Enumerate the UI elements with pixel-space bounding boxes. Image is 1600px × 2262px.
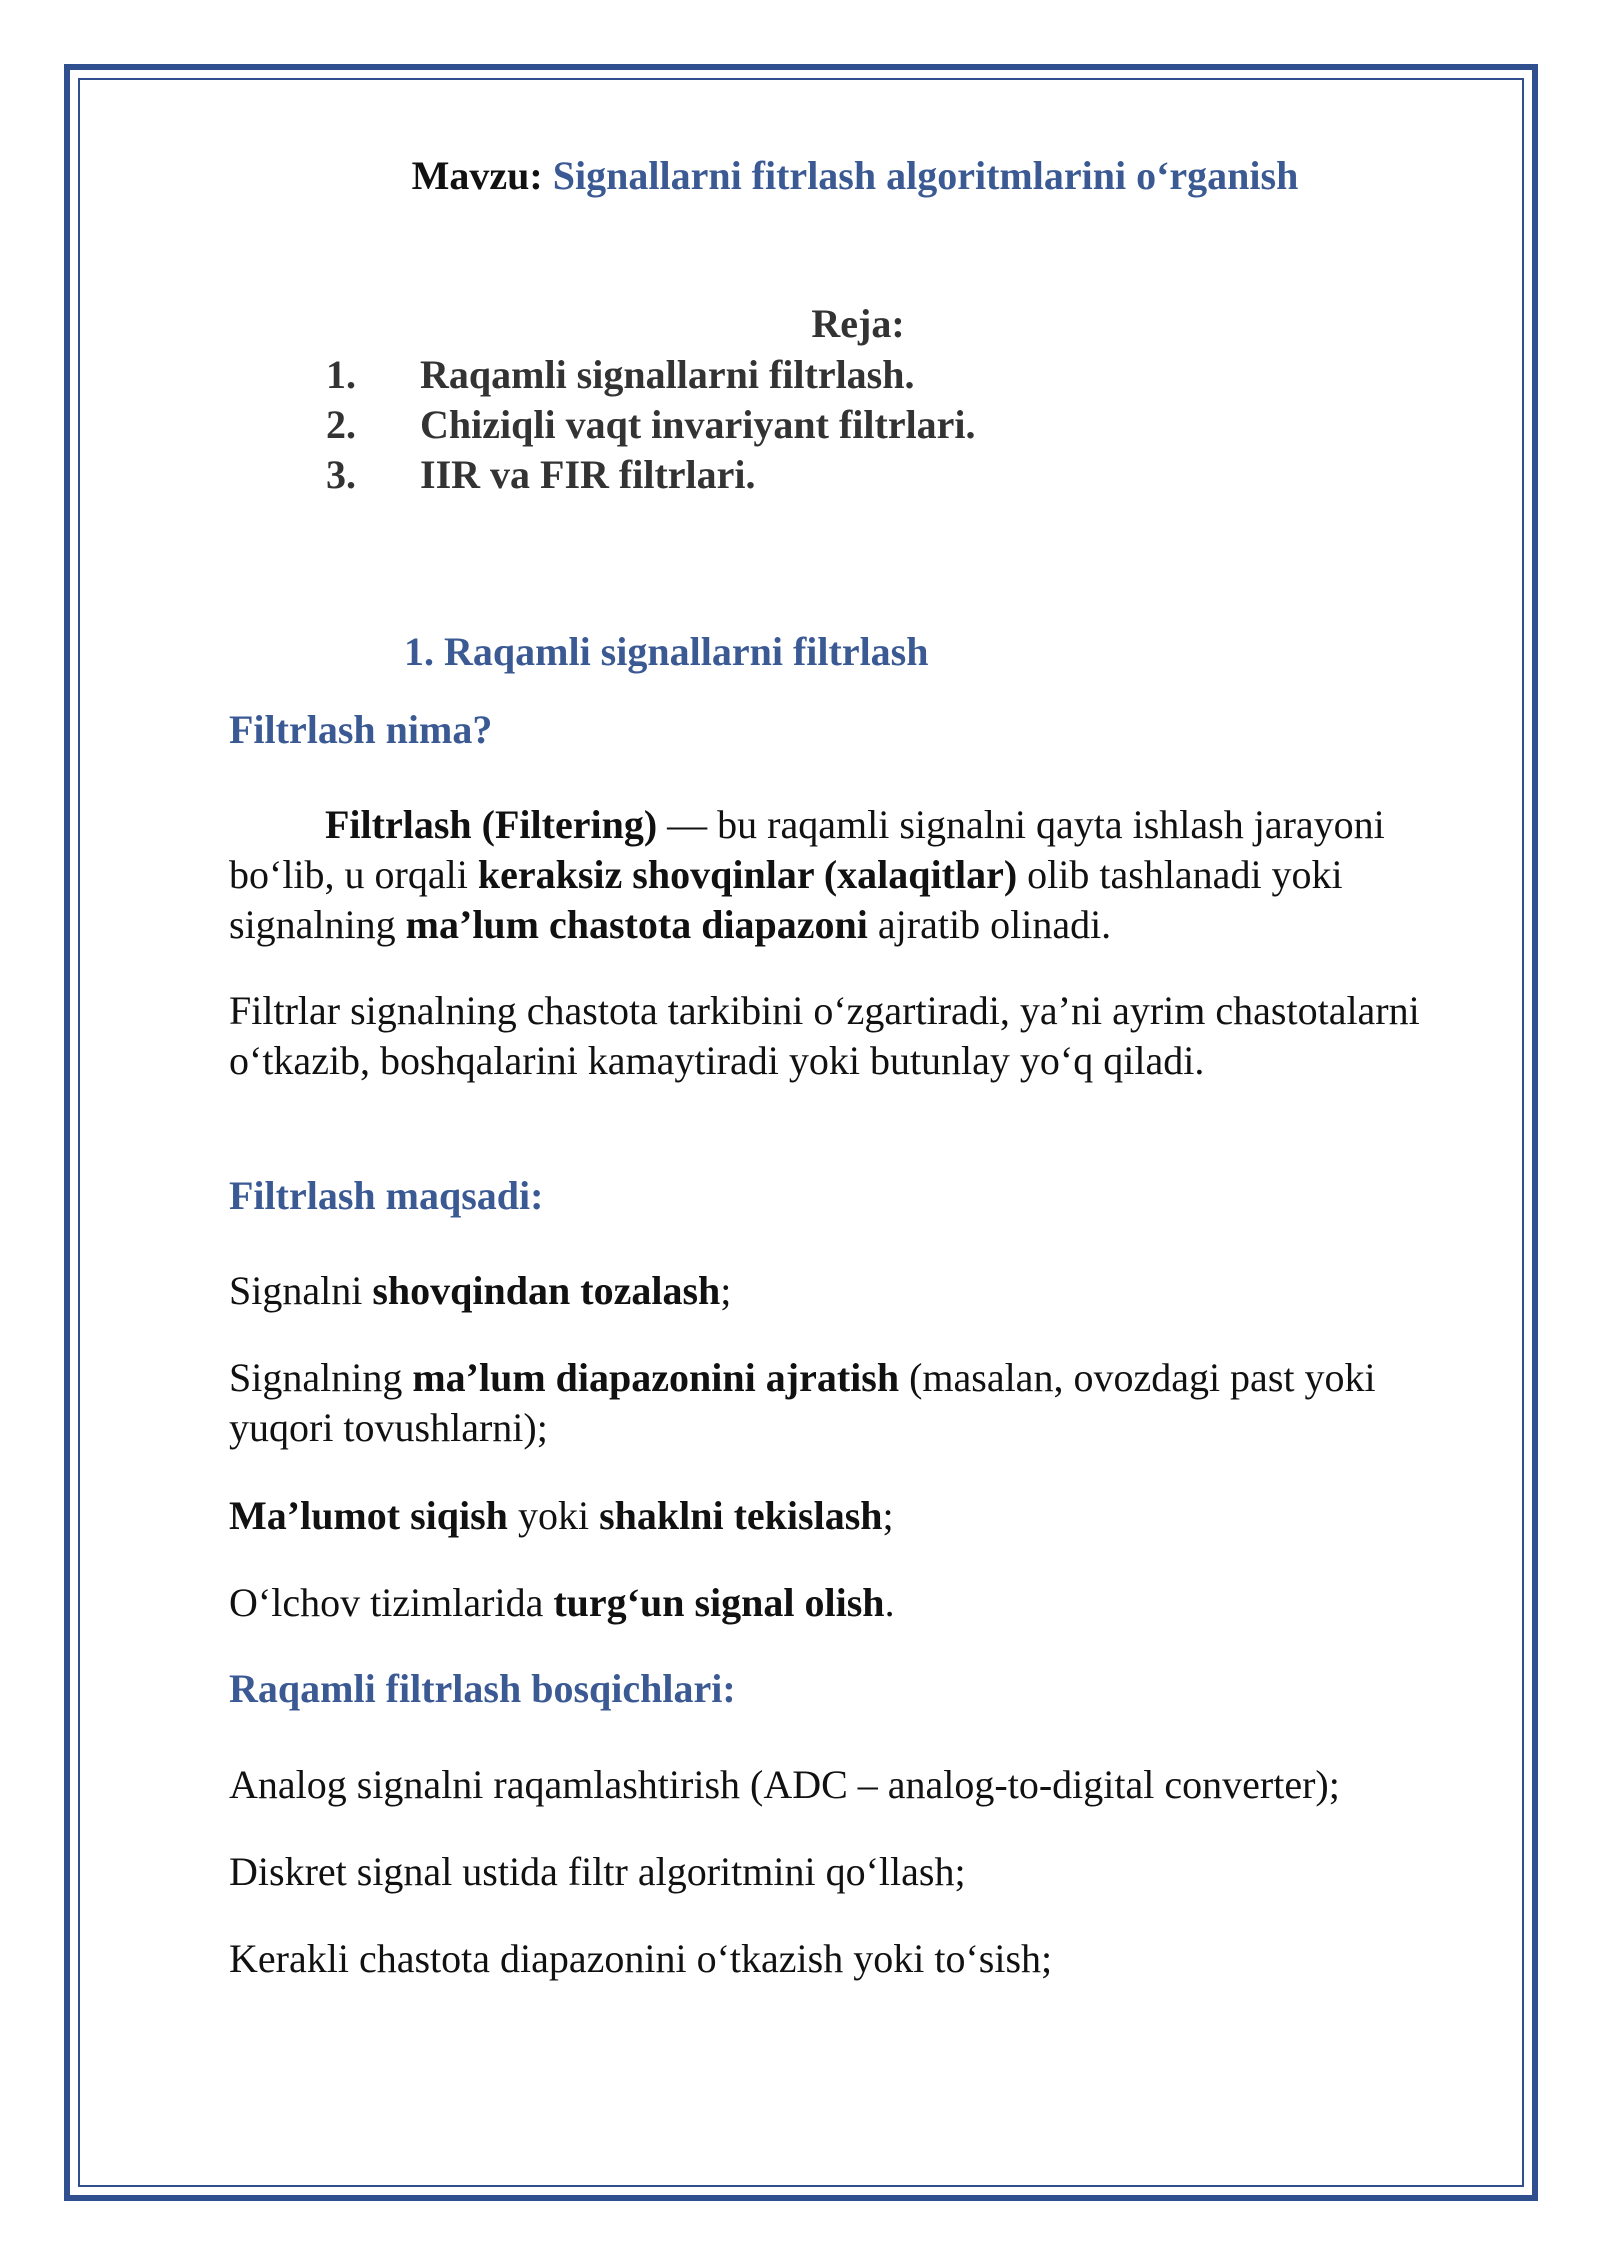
plan-item	[326, 450, 976, 500]
page-title	[0, 152, 1600, 199]
purpose-item	[229, 1578, 1479, 1628]
plan-item-number: 3.	[326, 452, 356, 497]
text-run: — bu raqamli signalni qayta ishlash jarayoni bo‘lib, u orqali	[229, 802, 1385, 897]
subheading-stages: Raqamli filtrlash bosqichlari:	[229, 1666, 736, 1711]
plan-heading: Reja:	[811, 301, 905, 346]
bold-term: Filtrlash (Filtering)	[325, 802, 658, 847]
stage-item: Diskret signal ustida filtr algoritmini qo‘llash;	[229, 1849, 966, 1894]
bold-term: ma’lum diapazonini ajratish	[412, 1355, 900, 1400]
text-run: ;	[720, 1268, 732, 1313]
subheading-purpose: Filtrlash maqsadi:	[229, 1173, 544, 1218]
description-paragraph: Filtrlar signalning chastota tarkibini o‘zgartiradi, ya’ni ayrim chastotalarni o‘tkazib, boshqalarini kamaytiradi yoki butunlay yo‘q qiladi.	[229, 988, 1420, 1083]
title-prefix: Mavzu:	[411, 153, 543, 198]
bold-term: keraksiz shovqinlar (xalaqitlar)	[477, 852, 1018, 897]
bold-term: turg‘un signal olish	[553, 1580, 885, 1625]
bold-term: ma’lum chastota diapazoni	[405, 902, 868, 947]
bold-term: Ma’lumot siqish	[229, 1493, 508, 1538]
plan-item	[326, 350, 976, 400]
plan-item-text: Chiziqli vaqt invariyant filtrlari.	[420, 402, 976, 447]
stage-item: Kerakli chastota diapazonini o‘tkazish yoki to‘sish;	[229, 1936, 1053, 1981]
plan-item-number: 1.	[326, 352, 356, 397]
definition-paragraph	[229, 800, 1479, 950]
text-run: .	[884, 1580, 895, 1625]
purpose-item	[229, 1491, 1479, 1541]
purpose-item	[229, 1266, 1479, 1316]
title-text: Signallarni fitrlash algoritmlarini o‘rganish	[552, 153, 1299, 198]
stage-item: Analog signalni raqamlashtirish (ADC – analog-to-digital converter);	[229, 1762, 1340, 1807]
text-run: Signalni	[229, 1268, 373, 1313]
text-run: (masalan, ovozdagi past yoki yuqori tovushlarni);	[229, 1355, 1376, 1450]
plan-list	[326, 350, 976, 500]
text-run: ajratib olinadi.	[867, 902, 1112, 947]
subheading-what: Filtrlash nima?	[229, 707, 493, 752]
plan-item-text: IIR va FIR filtrlari.	[420, 452, 756, 497]
purpose-item	[229, 1353, 1479, 1453]
bold-term: shaklni tekislash	[599, 1493, 883, 1538]
plan-item-text: Raqamli signallarni filtrlash.	[420, 352, 915, 397]
section-title: 1. Raqamli signallarni filtrlash	[404, 629, 929, 674]
text-run: Signalning	[229, 1355, 413, 1400]
text-run: O‘lchov tizimlarida	[229, 1580, 554, 1625]
text-run: yoki	[507, 1493, 600, 1538]
bold-term: shovqindan tozalash	[372, 1268, 721, 1313]
plan-item	[326, 400, 976, 450]
text-run: olib tashlanadi yoki signalning	[229, 852, 1343, 947]
text-run: ;	[882, 1493, 894, 1538]
plan-item-number: 2.	[326, 402, 356, 447]
